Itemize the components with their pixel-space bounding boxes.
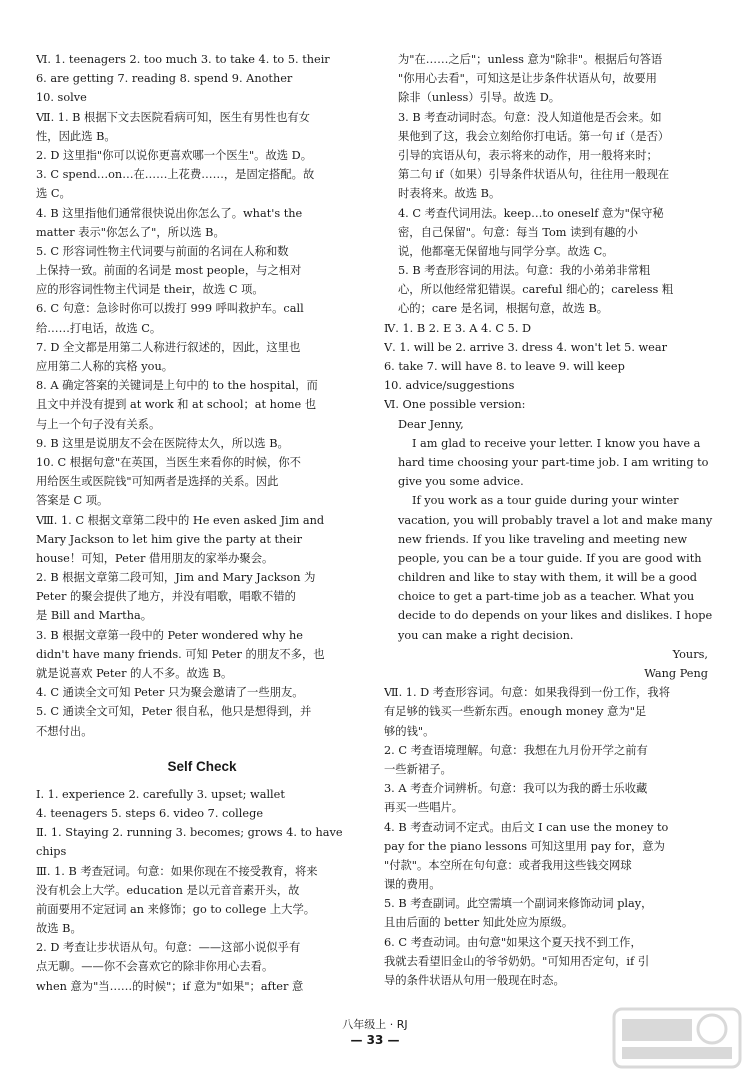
answer-line: 4. B 考查动词不定式。由后文 I can use the money to [384,820,669,834]
answer-line: 5. B 考查形容词的用法。句意：我的小弟弟非常粗 [398,264,651,278]
letter-line: new friends. If you like traveling and meeting new [398,532,688,546]
answer-line: Ⅵ. One possible version: [384,398,526,412]
answer-line: Ⅷ. 1. C 根据文章第二段中的 He even asked Jim and [36,513,325,527]
answer-line: 时表将来。故选 B。 [398,187,501,201]
answer-line: "付款"。本空所在句句意：或者我用这些钱交网球 [384,858,632,872]
answer-line: 2. B 根据文章第二段可知，Jim and Mary Jackson 为 [36,571,316,585]
letter-closing: Yours, [672,647,708,661]
answer-line: Ⅴ. 1. will be 2. arrive 3. dress 4. won't let 5. wear [384,340,668,354]
answer-line: chips [36,845,67,859]
answer-line: 没有机会上大学。education 是以元音音素开头，故 [36,883,300,897]
answer-line: 3. A 考查介词辨析。句意：我可以为我的爵士乐收藏 [384,782,648,796]
answer-line: 不想付出。 [36,724,93,738]
answer-line: 5. B 考查副词。此空需填一个副词来修饰动词 play， [384,897,653,911]
answer-line: 为"在……之后"；unless 意为"除非"。根据后句答语 [398,53,663,66]
answer-line: 点无聊。——你不会喜欢它的除非你用心去看。 [36,960,274,974]
answer-line: 前面要用不定冠词 an 来修饰；go to college 上大学。 [36,902,316,916]
answer-line: 4. teenagers 5. steps 6. video 7. college [36,806,264,820]
answer-line: 除非（unless）引导。故选 D。 [398,91,561,105]
answer-line: 第二句 if（如果）引导条件状语从句，往往用一般现在 [398,168,670,182]
answer-line: 6. take 7. will have 8. to leave 9. will keep [384,360,625,373]
answer-line: Ⅶ. 1. D 考查形容词。句意：如果我得到一份工作，我将 [384,686,671,700]
letter-line: children and like to stay with them, it will be a good [398,571,697,585]
answer-line: 答案是 C 项。 [36,494,109,508]
answer-line: 4. C 考查代词用法。keep…to oneself 意为"保守秘 [398,206,664,220]
answer-line: 就是说喜欢 Peter 的人不多。故选 B。 [36,667,233,680]
answer-line: 导的条件状语从句用一般现在时态。 [384,974,565,987]
answer-line: 与上一个句子没有关系。 [36,417,161,431]
answer-line: 3. C spend…on…在……上花费……，是固定搭配。故 [36,168,315,182]
answer-line: 性，因此选 B。 [36,129,116,143]
answer-line: 应用第二人称的宾格 you。 [36,360,174,373]
letter-greeting: Dear Jenny, [398,417,464,431]
answer-line: 8. A 确定答案的关键词是上句中的 to the hospital，而 [36,379,318,393]
answer-line: 5. C 通读全文可知，Peter 很自私，他只是想得到，并 [36,705,312,719]
answer-line: 一些新裙子。 [384,762,452,776]
right-column [384,50,714,990]
answer-line: 上保持一致。前面的名词是 most people，与之相对 [36,264,302,278]
page-number: — 33 — [350,1033,400,1047]
answer-line: 故选 B。 [36,922,82,936]
answer-line: didn't have many friends. 可知 Peter 的朋友不多，也 [36,647,325,661]
left-column [36,50,368,996]
answer-line: Ⅲ. 1. B 考查冠词。句意：如果你现在不接受教育，将来 [36,864,318,878]
letter-line: I am glad to receive your letter. I know you have a [412,436,701,450]
section-title: Self Check [167,758,237,774]
footer-grade: 八年级上 · RJ [342,1018,408,1031]
answer-line: 3. B 考查动词时态。句意：没人知道他是否会来。如 [398,110,662,124]
answer-line: 给……打电话，故选 C。 [36,321,162,335]
answer-line: 4. B 这里指他们通常很快说出你怎么了。what's the [36,206,303,220]
answer-line: 10. C 根据句意"在英国，当医生来看你的时候，你不 [36,455,301,469]
letter-line: choice to get a part-time job as a teacher. What you [398,590,695,604]
answer-line: Mary Jackson to let him give the party at their [36,532,302,546]
letter-line: you can make a right decision. [398,628,574,642]
answer-line: 应的形容词性物主代词是 their，故选 C 项。 [36,283,264,297]
answer-line: 2. C 考查语境理解。句意：我想在九月份开学之前有 [384,743,648,757]
answer-line: 引导的宾语从句，表示将来的动作，用一般将来时； [398,148,658,162]
answer-line: 3. B 根据文章第一段中的 Peter wondered why he [36,628,303,642]
watermark-logo [612,1007,742,1069]
answer-line: 够的钱"。 [384,724,435,738]
answer-line: 10. solve [36,91,87,105]
answer-line: Ⅰ. 1. experience 2. carefully 3. upset; wallet [36,787,285,801]
answer-line: 说，他都毫无保留地与同学分享。故选 C。 [398,244,614,258]
answer-line: 6. are getting 7. reading 8. spend 9. Another [36,72,293,86]
answer-line: 我就去看望旧金山的爷爷奶奶。"可知用否定句，if 引 [384,954,650,968]
answer-line: 选 C。 [36,187,71,201]
answer-line: "你用心去看"，可知这是让步条件状语从句，故要用 [398,72,657,86]
answer-line: when 意为"当……的时候"；if 意为"如果"；after 意 [36,979,304,993]
answer-line: Ⅱ. 1. Staying 2. running 3. becomes; grows 4. to have [36,826,343,840]
answer-line: Ⅵ. 1. teenagers 2. too much 3. to take 4. to 5. their [36,53,330,66]
letter-line: give you some advice. [398,475,524,489]
answer-line: 再买一些唱片。 [384,801,464,815]
answer-line: 2. D 这里指"你可以说你更喜欢哪一个医生"。故选 D。 [36,148,312,162]
answer-line: 心，所以他经常犯错误。careful 细心的；careless 粗 [398,283,674,297]
letter-line: decide to do depends on your likes and dislikes. I hope [398,609,713,623]
letter-line: If you work as a tour guide during your winter [412,494,679,508]
answer-line: 9. B 这里是说朋友不会在医院待太久，所以选 B。 [36,436,289,450]
answer-line: 果他到了这，我会立刻给你打电话。第一句 if（是否） [398,129,670,143]
answer-line: house！可知，Peter 借用朋友的家举办聚会。 [36,551,274,565]
answer-line: pay for the piano lessons 可知这里用 pay for，意为 [384,839,665,853]
answer-line: 心的；care 是名词，根据句意，故选 B。 [398,302,609,316]
answer-line: 10. advice/suggestions [384,379,515,393]
answer-line: 7. D 全文都是用第二人称进行叙述的，因此，这里也 [36,340,301,354]
answer-line: 用给医生或医院钱"可知两者是选择的关系。因此 [36,475,279,489]
answer-line: 6. C 句意：急诊时你可以拨打 999 呼叫救护车。call [36,302,304,316]
answer-line: 5. C 形容词性物主代词要与前面的名词在人称和数 [36,244,289,258]
answer-line: 4. C 通读全文可知 Peter 只为聚会邀请了一些朋友。 [36,686,304,700]
answer-line: matter 表示"你怎么了"，所以选 B。 [36,225,225,239]
letter-line: hard time choosing your part-time job. I am writing to [398,455,709,469]
answer-line: 有足够的钱买一些新东西。enough money 意为"足 [384,705,647,719]
letter-line: vacation, you will probably travel a lot and make many [398,513,713,527]
answer-line: 且文中并没有提到 at work 和 at school；at home 也 [36,398,317,412]
answer-line: 课的费用。 [384,878,441,892]
answer-line: Peter 的聚会提供了地方，并没有唱歌，唱歌不错的 [36,590,296,604]
answer-line: Ⅳ. 1. B 2. E 3. A 4. C 5. D [384,321,532,335]
answer-line: 密，自己保留"。句意：每当 Tom 读到有趣的小 [398,225,638,239]
answer-line: 2. D 考查让步状语从句。句意：——这部小说似乎有 [36,941,301,955]
letter-signature: Wang Peng [644,667,708,680]
answer-line: 且由后面的 better 知此处应为原级。 [384,916,574,930]
answer-line: 6. C 考查动词。由句意"如果这个夏天找不到工作， [384,935,642,949]
letter-line: people, you can be a tour guide. If you are good with [398,551,702,565]
answer-line: Ⅶ. 1. B 根据下文去医院看病可知，医生有男性也有女 [36,110,310,124]
answer-line: 是 Bill and Martha。 [36,609,153,623]
